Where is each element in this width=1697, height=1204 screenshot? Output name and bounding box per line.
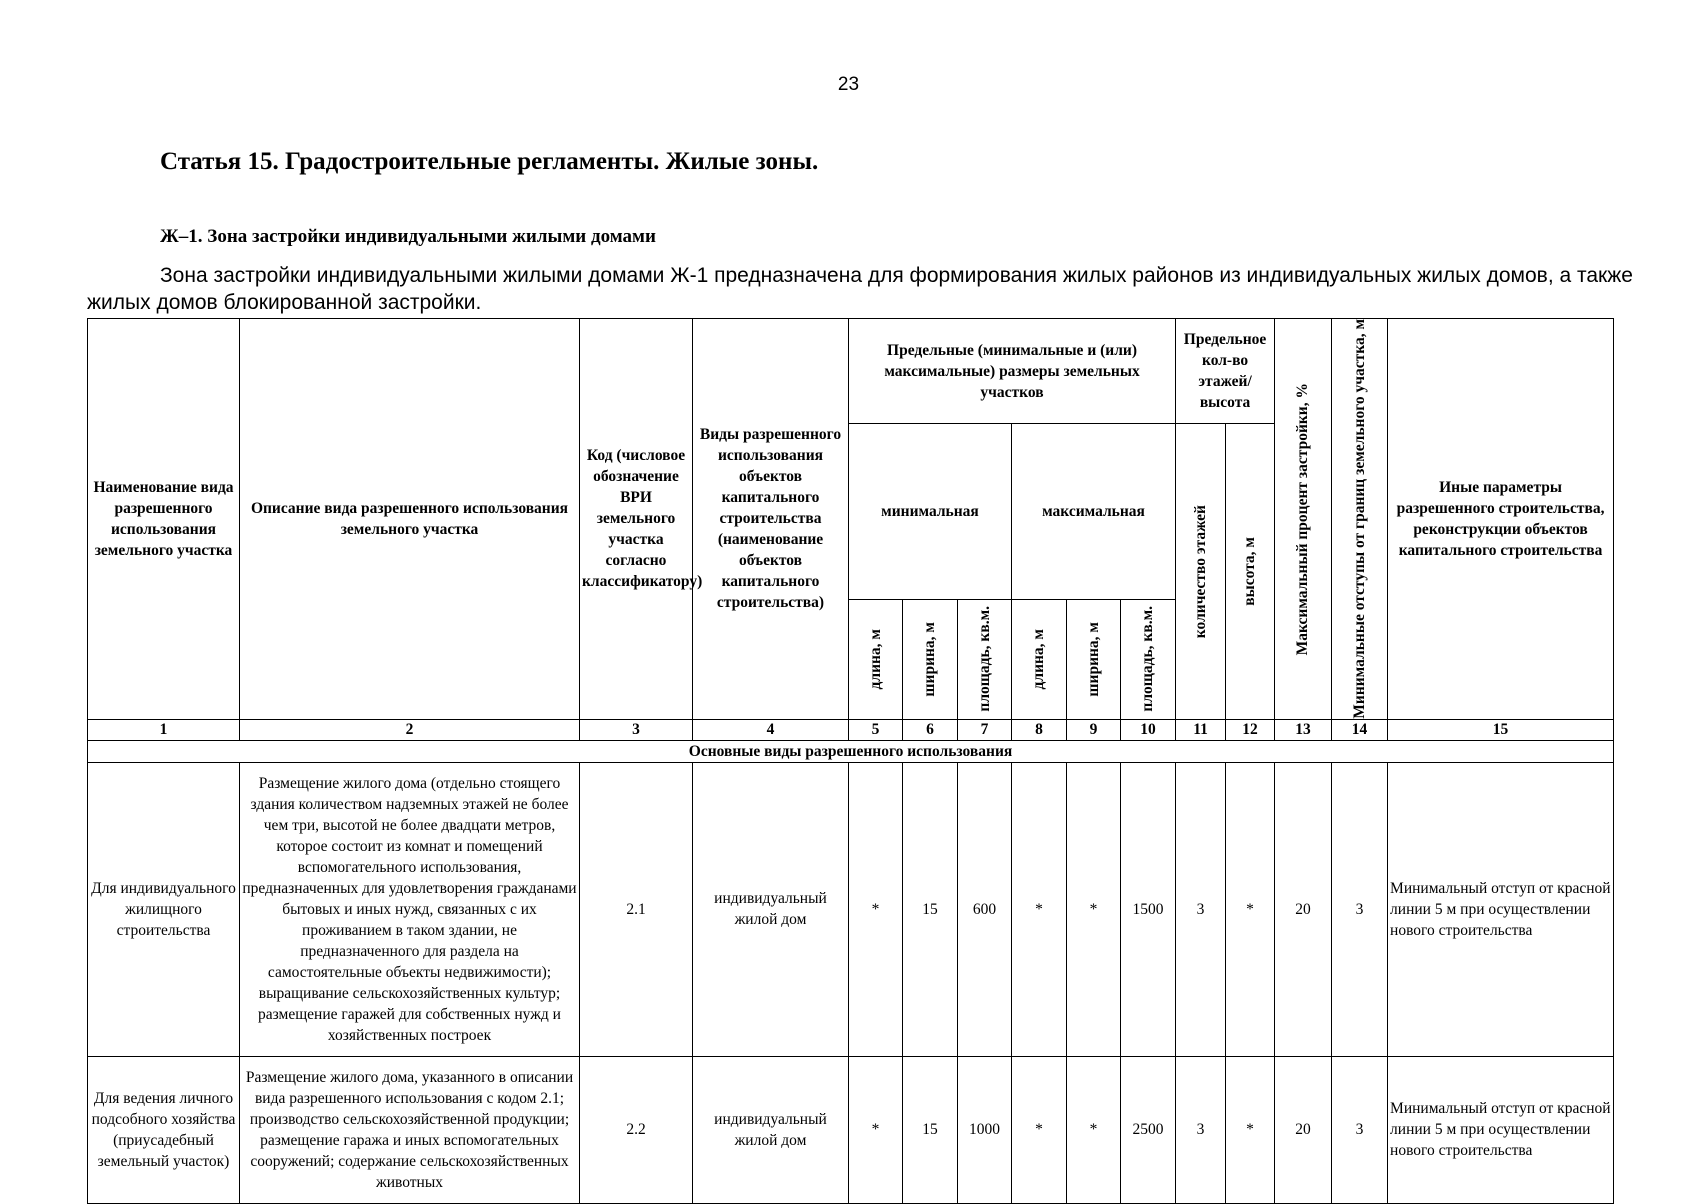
column-number: 4 xyxy=(693,719,849,740)
column-number: 13 xyxy=(1275,719,1332,740)
cell-min-width: 15 xyxy=(903,762,958,1056)
cell-floors: 3 xyxy=(1176,762,1226,1056)
column-number: 1 xyxy=(88,719,240,740)
cell-code: 2.2 xyxy=(580,1056,693,1203)
column-number: 9 xyxy=(1067,719,1121,740)
column-number: 3 xyxy=(580,719,693,740)
column-number: 5 xyxy=(849,719,903,740)
cell-floors: 3 xyxy=(1176,1056,1226,1203)
header-max-area xyxy=(1121,599,1176,719)
cell-min-length: * xyxy=(849,1056,903,1203)
cell-other: Минимальный отступ от красной линии 5 м при осуществлении нового строительства xyxy=(1388,762,1614,1056)
column-number: 11 xyxy=(1176,719,1226,740)
cell-height: * xyxy=(1226,1056,1275,1203)
cell-setback: 3 xyxy=(1332,1056,1388,1203)
header-min-length-label: длина, м xyxy=(866,629,884,690)
header-min-setback-label: Минимальные отступы от границ земельного участка, м xyxy=(1350,319,1368,719)
column-number: 8 xyxy=(1012,719,1067,740)
column-number: 10 xyxy=(1121,719,1176,740)
header-max-width-label: ширина, м xyxy=(1084,621,1102,697)
header-min-setback xyxy=(1332,319,1388,720)
header-code: Код (числовое обозначение ВРИ земельного участка согласно классификатору) xyxy=(580,319,693,720)
column-number: 12 xyxy=(1226,719,1275,740)
header-max-percent xyxy=(1275,319,1332,720)
column-number: 14 xyxy=(1332,719,1388,740)
header-minimal: минимальная xyxy=(849,424,1012,600)
header-other-params: Иные параметры разрешенного строительства, реконструкции объектов капитального строительства xyxy=(1388,319,1614,720)
regulations-table xyxy=(87,318,1614,1204)
header-height-label: высота, м xyxy=(1241,536,1259,606)
cell-code: 2.1 xyxy=(580,762,693,1056)
cell-other: Минимальный отступ от красной линии 5 м при осуществлении нового строительства xyxy=(1388,1056,1614,1203)
column-number-row xyxy=(88,719,1614,740)
cell-min-area: 1000 xyxy=(958,1056,1012,1203)
page-number: 23 xyxy=(837,74,860,95)
cell-setback: 3 xyxy=(1332,762,1388,1056)
header-floors-count xyxy=(1176,424,1226,720)
article-title: Статья 15. Градостроительные регламенты. Жилые зоны. xyxy=(160,148,819,175)
header-max-area-label: площадь, кв.м. xyxy=(1139,606,1157,713)
cell-min-width: 15 xyxy=(903,1056,958,1203)
cell-name: Для ведения личного подсобного хозяйства (приусадебный земельный участок) xyxy=(88,1056,240,1203)
column-number: 2 xyxy=(240,719,580,740)
cell-percent: 20 xyxy=(1275,1056,1332,1203)
header-maximal: максимальная xyxy=(1012,424,1176,600)
header-min-width xyxy=(903,599,958,719)
table-row xyxy=(88,762,1614,1056)
cell-types: индивидуальный жилой дом xyxy=(693,762,849,1056)
cell-max-length: * xyxy=(1012,762,1067,1056)
cell-types: индивидуальный жилой дом xyxy=(693,1056,849,1203)
header-floors-height: Предельное кол-во этажей/ высота xyxy=(1176,319,1275,424)
zone-subtitle: Ж–1. Зона застройки индивидуальными жилыми домами xyxy=(160,226,656,247)
cell-name: Для индивидуального жилищного строительства xyxy=(88,762,240,1056)
cell-max-length: * xyxy=(1012,1056,1067,1203)
header-floors-count-label: количество этажей xyxy=(1191,504,1209,638)
zone-intro-paragraph: Зона застройки индивидуальными жилыми домами Ж-1 предназначена для формирования жилых районов из индивидуальных жилых домов, а также жилых домов блокированной застройки. xyxy=(87,264,1633,314)
cell-description: Размещение жилого дома (отдельно стоящего здания количеством надземных этажей не более чем три, высотой не более двадцати метров, которое состоит из комнат и помещений вспомогательного использования, предназначенных для удовлетворения гражданами бытовых и иных нужд, связанных с их проживанием в таком здании, не предназначенного для раздела на самостоятельные объекты недвижимости); выращивание сельскохозяйственных культур; размещение гаражей для собственных нужд и хозяйственных построек xyxy=(240,762,580,1056)
header-min-area xyxy=(958,599,1012,719)
header-min-length xyxy=(849,599,903,719)
header-name: Наименование вида разрешенного использования земельного участка xyxy=(88,319,240,720)
cell-percent: 20 xyxy=(1275,762,1332,1056)
header-max-length-label: длина, м xyxy=(1030,629,1047,690)
column-number: 15 xyxy=(1388,719,1614,740)
cell-max-area: 2500 xyxy=(1121,1056,1176,1203)
column-number: 6 xyxy=(903,719,958,740)
header-max-length xyxy=(1012,599,1067,719)
header-types: Виды разрешенного использования объектов капитального строительства (наименование объектов капитального строительства) xyxy=(693,319,849,720)
cell-height: * xyxy=(1226,762,1275,1056)
cell-description: Размещение жилого дома, указанного в описании вида разрешенного использования с кодом 2.1; производство сельскохозяйственной продукции; размещение гаража и иных вспомогательных сооружений; содержание сельскохозяйственных животных xyxy=(240,1056,580,1203)
table-row xyxy=(88,1056,1614,1203)
header-height xyxy=(1226,424,1275,720)
cell-min-length: * xyxy=(849,762,903,1056)
cell-max-area: 1500 xyxy=(1121,762,1176,1056)
cell-max-width: * xyxy=(1067,762,1121,1056)
header-max-width xyxy=(1067,599,1121,719)
header-description: Описание вида разрешенного использования земельного участка xyxy=(240,319,580,720)
column-number: 7 xyxy=(958,719,1012,740)
cell-min-area: 600 xyxy=(958,762,1012,1056)
cell-max-width: * xyxy=(1067,1056,1121,1203)
header-min-width-label: ширина, м xyxy=(921,621,938,697)
header-limits: Предельные (минимальные и (или) максимальные) размеры земельных участков xyxy=(849,319,1176,424)
header-max-percent-label: Максимальный процент застройки, % xyxy=(1294,382,1312,656)
section-title: Основные виды разрешенного использования xyxy=(88,740,1614,762)
header-min-area-label: площадь, кв.м. xyxy=(975,606,993,713)
